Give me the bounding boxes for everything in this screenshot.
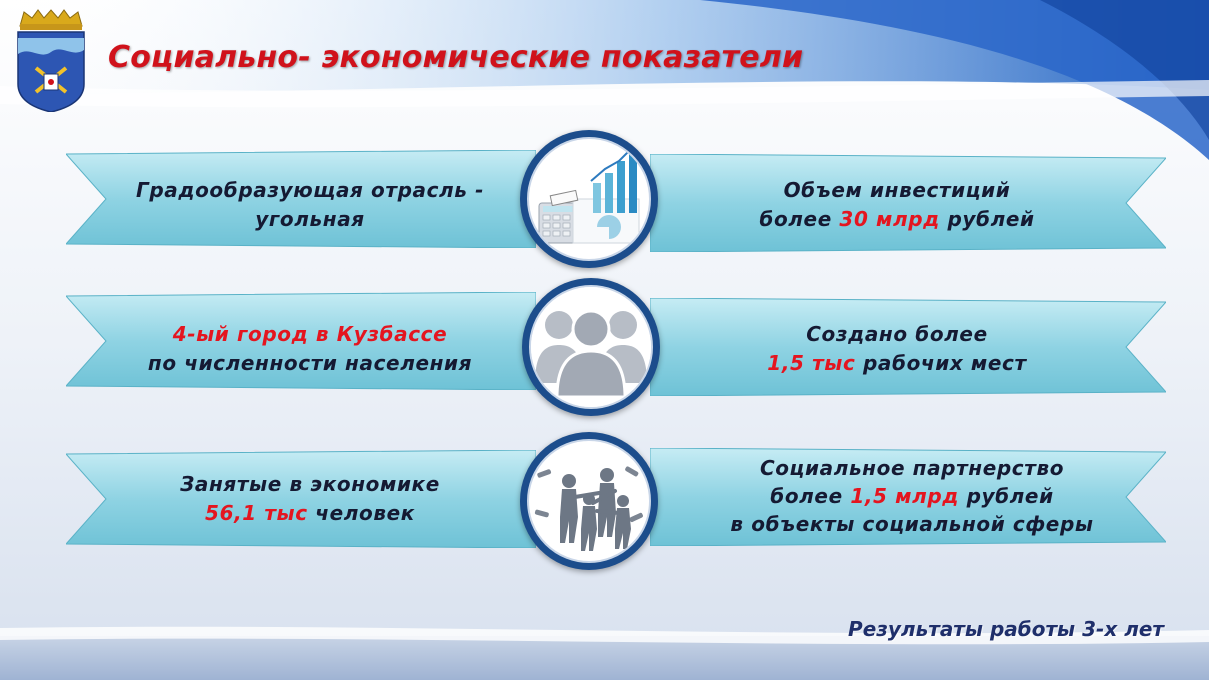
page-title: Социально- экономические показатели xyxy=(108,40,804,75)
ribbon-text-left-1 xyxy=(100,176,520,234)
partnership-amount: 1,5 млрд xyxy=(850,484,959,508)
ribbon-text-left-2 xyxy=(100,320,520,378)
jobs-line-2: 1,5 тыс рабочих мест xyxy=(767,351,1027,375)
investment-line-1: Объем инвестиций xyxy=(783,178,1011,202)
people-group-icon xyxy=(522,278,660,416)
coat-of-arms-icon xyxy=(14,8,88,112)
ribbon-text-right-1 xyxy=(672,176,1122,234)
jobs-line-1: Создано более xyxy=(806,322,988,346)
jobs-amount: 1,5 тыс xyxy=(767,351,856,375)
finance-chart-icon xyxy=(520,130,658,268)
ribbon-text-left-3 xyxy=(100,470,520,528)
footer-caption: Результаты работы 3-х лет xyxy=(848,617,1164,641)
city-rank: 4-ый город в Кузбассе xyxy=(172,322,448,346)
teamwork-icon xyxy=(520,432,658,570)
industry-line-1: Градообразующая отрасль - xyxy=(135,178,485,202)
employed-amount: 56,1 тыс xyxy=(205,501,308,525)
partnership-line-1: Социальное партнерство xyxy=(759,456,1065,480)
ribbon-text-right-2 xyxy=(672,320,1122,378)
partnership-line-3: в объекты социальной сферы xyxy=(730,512,1094,536)
investment-line-2: более 30 млрд рублей xyxy=(759,207,1035,231)
employed-line-1: Занятые в экономике xyxy=(180,472,440,496)
partnership-line-2: более 1,5 млрд рублей xyxy=(770,484,1054,508)
investment-amount: 30 млрд xyxy=(839,207,940,231)
city-rank-caption: по численности населения xyxy=(147,351,473,375)
employed-line-2: 56,1 тыс человек xyxy=(205,501,415,525)
industry-line-2: угольная xyxy=(255,207,365,231)
ribbon-text-right-3 xyxy=(672,454,1152,538)
